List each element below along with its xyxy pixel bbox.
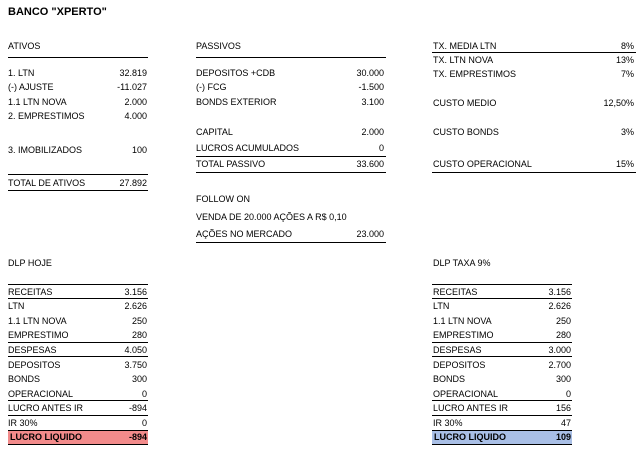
ativos-row-label: (-) AJUSTE — [8, 82, 54, 92]
follow-on-shares-label: AÇÕES NO MERCADO — [196, 229, 293, 239]
dlp-hoje-value: 3.156 — [124, 287, 147, 297]
dlp-taxa-rule — [432, 342, 572, 343]
taxa-value: 13% — [615, 55, 634, 65]
passivos-row-label: LUCROS ACUMULADOS — [196, 143, 300, 153]
ativos-total-value: 27.892 — [119, 178, 147, 188]
dlp-hoje-value: 2.626 — [124, 301, 147, 311]
dlp-hoje-rule — [8, 356, 148, 357]
ativos-row-value: -11.027 — [117, 82, 147, 92]
passivos-row-value: 2.000 — [361, 127, 384, 137]
taxa-label: CUSTO OPERACIONAL — [433, 159, 532, 169]
follow-on-shares-value: 23.000 — [356, 229, 384, 239]
dlp-hoje-rule — [8, 298, 148, 299]
ativos-total-rule — [8, 174, 148, 175]
taxas-bottom-rule — [432, 172, 636, 173]
dlp-hoje-lucro-liquido-value: -894 — [128, 432, 147, 442]
taxa-value: 7% — [620, 69, 634, 79]
taxas-rule — [432, 52, 636, 53]
passivos-row-value: 0 — [378, 143, 384, 153]
ativos-row-value: 2.000 — [124, 97, 147, 107]
taxa-value: 3% — [620, 127, 634, 137]
page-title: BANCO "XPERTO" — [8, 6, 107, 18]
passivos-header-rule — [196, 57, 386, 58]
dlp-hoje-lucro-liquido-label: LUCRO LIQUIDO — [10, 432, 82, 442]
passivos-total-value: 33.600 — [356, 159, 384, 169]
dlp-hoje-label: LUCRO ANTES IR — [8, 403, 84, 413]
dlp-taxa-value: 2.700 — [548, 360, 571, 370]
dlp-hoje-bottom-rule — [8, 444, 148, 445]
passivos-total-bottom-rule — [196, 172, 386, 173]
passivos-row-value: 30.000 — [356, 68, 384, 78]
ativos-row-value: 4.000 — [124, 111, 147, 121]
dlp-hoje-top-rule — [8, 284, 148, 285]
taxa-label: CUSTO MEDIO — [433, 98, 497, 108]
ativos-header-rule — [8, 57, 148, 58]
dlp-hoje-rule — [8, 342, 148, 343]
dlp-hoje-rule — [8, 400, 148, 401]
dlp-hoje-value: 300 — [131, 374, 147, 384]
taxa-label: TX. LTN NOVA — [433, 55, 494, 65]
dlp-hoje-label: DESPESAS — [8, 345, 57, 355]
dlp-taxa-label: DESPESAS — [433, 345, 482, 355]
follow-on-header: FOLLOW ON — [196, 194, 251, 204]
dlp-taxa-value: 250 — [555, 316, 571, 326]
dlp-taxa-value: 3.156 — [548, 287, 571, 297]
passivos-total-rule — [196, 156, 386, 157]
dlp-hoje-value: -894 — [128, 403, 147, 413]
dlp-taxa-label: EMPRESTIMO — [433, 330, 494, 340]
dlp-taxa-value: 156 — [555, 403, 571, 413]
dlp-taxa-top-rule — [432, 284, 572, 285]
passivos-row-label: (-) FCG — [196, 82, 227, 92]
dlp-taxa-label: RECEITAS — [433, 287, 478, 297]
dlp-taxa-rule — [432, 356, 572, 357]
taxa-label: CUSTO BONDS — [433, 127, 499, 137]
follow-on-bottom-rule — [196, 242, 386, 243]
dlp-taxa-rule — [432, 415, 572, 416]
dlp-hoje-label: EMPRESTIMO — [8, 330, 69, 340]
ativos-total-bottom-rule — [8, 190, 148, 191]
dlp-hoje-label: DEPOSITOS — [8, 360, 61, 370]
dlp-hoje-value: 0 — [141, 389, 147, 399]
dlp-hoje-header: DLP HOJE — [8, 258, 52, 268]
dlp-taxa-value: 47 — [560, 418, 571, 428]
taxa-label: TX. MEDIA LTN — [433, 41, 497, 51]
dlp-hoje-label: OPERACIONAL — [8, 389, 74, 399]
dlp-taxa-label: IR 30% — [433, 418, 463, 428]
dlp-taxa-label: LUCRO ANTES IR — [433, 403, 509, 413]
dlp-taxa-bottom-rule — [432, 444, 572, 445]
dlp-taxa-lucro-liquido-label: LUCRO LIQUIDO — [434, 432, 506, 442]
passivos-row-label: CAPITAL — [196, 127, 233, 137]
ativos-total-label: TOTAL DE ATIVOS — [8, 178, 86, 188]
taxa-value: 8% — [620, 41, 634, 51]
ativos-row-label: 3. IMOBILIZADOS — [8, 145, 83, 155]
ativos-row-label: 1. LTN — [8, 68, 35, 78]
dlp-taxa-rule — [432, 298, 572, 299]
dlp-taxa-label: 1.1 LTN NOVA — [433, 316, 492, 326]
ativos-row-value: 100 — [131, 145, 147, 155]
taxa-label: TX. EMPRESTIMOS — [433, 69, 517, 79]
passivos-row-value: -1.500 — [358, 82, 384, 92]
dlp-hoje-rule — [8, 415, 148, 416]
dlp-hoje-label: LTN — [8, 301, 25, 311]
dlp-taxa-value: 0 — [565, 389, 571, 399]
passivos-row-label: BONDS EXTERIOR — [196, 97, 277, 107]
dlp-taxa-label: OPERACIONAL — [433, 389, 499, 399]
ativos-header: ATIVOS — [8, 41, 41, 51]
taxa-value: 15% — [615, 159, 634, 169]
dlp-taxa-label: LTN — [433, 301, 450, 311]
ativos-row-value: 32.819 — [119, 68, 147, 78]
follow-on-sale-text: VENDA DE 20.000 AÇÕES A R$ 0,10 — [196, 212, 347, 222]
dlp-hoje-value: 0 — [141, 418, 147, 428]
dlp-taxa-label: DEPOSITOS — [433, 360, 486, 370]
ativos-row-label: 1.1 LTN NOVA — [8, 97, 67, 107]
dlp-hoje-value: 3.750 — [124, 360, 147, 370]
dlp-taxa-header: DLP TAXA 9% — [433, 258, 491, 268]
dlp-taxa-value: 300 — [555, 374, 571, 384]
dlp-hoje-value: 280 — [131, 330, 147, 340]
dlp-hoje-label: BONDS — [8, 374, 41, 384]
dlp-taxa-value: 3.000 — [548, 345, 571, 355]
dlp-hoje-value: 250 — [131, 316, 147, 326]
passivos-row-label: DEPOSITOS +CDB — [196, 68, 276, 78]
ativos-row-label: 2. EMPRESTIMOS — [8, 111, 85, 121]
dlp-hoje-label: 1.1 LTN NOVA — [8, 316, 67, 326]
dlp-taxa-value: 2.626 — [548, 301, 571, 311]
passivos-header: PASSIVOS — [196, 41, 241, 51]
dlp-taxa-value: 280 — [555, 330, 571, 340]
dlp-hoje-label: IR 30% — [8, 418, 38, 428]
dlp-hoje-value: 4.050 — [124, 345, 147, 355]
passivos-row-value: 3.100 — [361, 97, 384, 107]
dlp-taxa-rule — [432, 400, 572, 401]
dlp-taxa-lucro-liquido-value: 109 — [555, 432, 571, 442]
dlp-hoje-label: RECEITAS — [8, 287, 53, 297]
passivos-total-label: TOTAL PASSIVO — [196, 159, 266, 169]
dlp-taxa-label: BONDS — [433, 374, 466, 384]
taxa-value: 12,50% — [603, 98, 634, 108]
